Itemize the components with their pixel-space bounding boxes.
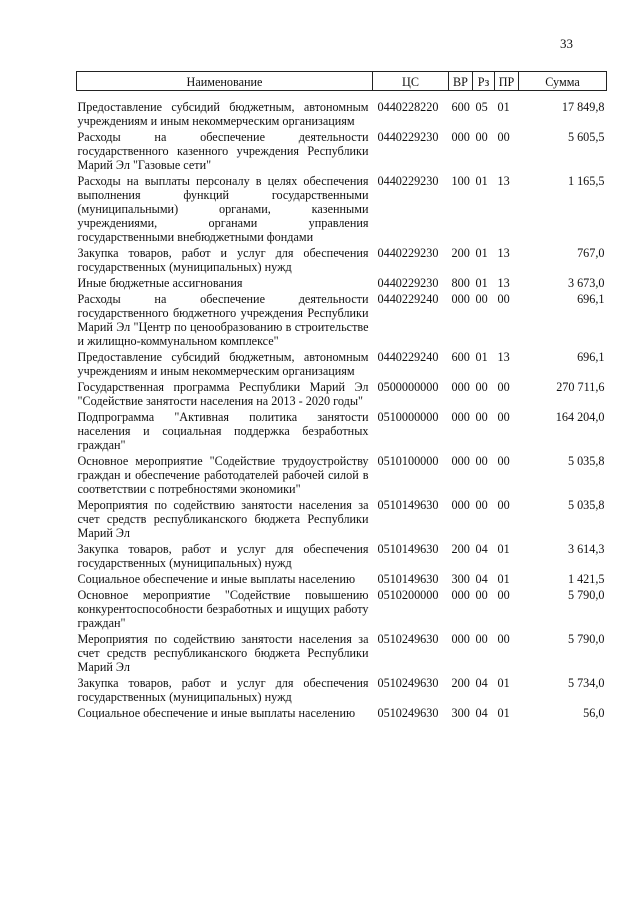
- cell-sum: 56,0: [583, 706, 605, 720]
- cell-vr: 300: [451, 572, 470, 586]
- table-row: [77, 246, 607, 276]
- cell-sum: 5 035,8: [567, 454, 605, 468]
- page-number: 33: [560, 36, 573, 51]
- cell-name: Социальное обеспечение и иные выплаты населению: [77, 572, 356, 586]
- cell-sum: 3 673,0: [567, 276, 605, 290]
- cell-pr: 00: [497, 454, 510, 468]
- cell-cs: 0510249630: [377, 706, 439, 720]
- cell-cs: 0440229230: [377, 246, 439, 260]
- cell-cs: 0440229230: [377, 174, 439, 188]
- table-row: [77, 276, 607, 292]
- cell-rz: 00: [475, 130, 488, 144]
- cell-vr: 000: [451, 498, 470, 512]
- table-row: [77, 572, 607, 588]
- cell-pr: 01: [497, 572, 510, 586]
- cell-rz: 00: [475, 292, 488, 306]
- cell-sum: 5 605,5: [567, 130, 605, 144]
- cell-pr: 00: [497, 130, 510, 144]
- cell-sum: 767,0: [577, 246, 605, 260]
- cell-vr: 000: [451, 292, 470, 306]
- cell-rz: 05: [475, 100, 488, 114]
- cell-pr: 01: [497, 676, 510, 690]
- cell-pr: 00: [497, 632, 510, 646]
- cell-name: Основное мероприятие "Содействие трудоустройству граждан и обеспечение работодателей рабочей силой в соответствии с потребностями экономики": [77, 454, 369, 496]
- table-header: [77, 72, 607, 91]
- cell-vr: 000: [451, 588, 470, 602]
- cell-pr: 01: [497, 542, 510, 556]
- cell-name: Расходы на выплаты персоналу в целях обеспечения выполнения функций государственными (муниципальными) органами, казенными учреждениями, органами управления государственными внебюджетными фондами: [77, 174, 369, 244]
- cell-pr: 13: [497, 174, 510, 188]
- header-vr: ВР: [449, 72, 473, 91]
- cell-name: Расходы на обеспечение деятельности государственного бюджетного учреждения Республики Марий Эл "Центр по ценообразованию в строительстве и жилищно-коммунальном комплексе": [77, 292, 369, 348]
- cell-pr: 00: [497, 588, 510, 602]
- header-sum: Сумма: [519, 72, 607, 91]
- cell-cs: 0510249630: [377, 676, 439, 690]
- cell-pr: 00: [497, 380, 510, 394]
- table-row: [77, 410, 607, 454]
- cell-rz: 04: [475, 706, 488, 720]
- cell-vr: 000: [451, 632, 470, 646]
- cell-name: Закупка товаров, работ и услуг для обеспечения государственных (муниципальных) нужд: [77, 542, 369, 570]
- cell-name: Социальное обеспечение и иные выплаты населению: [77, 706, 356, 720]
- cell-cs: 0510100000: [377, 454, 439, 468]
- cell-name: Основное мероприятие "Содействие повышению конкурентоспособности безработных и ищущих работу граждан": [77, 588, 369, 630]
- cell-vr: 000: [451, 130, 470, 144]
- cell-vr: 200: [451, 676, 470, 690]
- cell-rz: 00: [475, 454, 488, 468]
- cell-rz: 00: [475, 410, 488, 424]
- cell-pr: 13: [497, 246, 510, 260]
- cell-name: Расходы на обеспечение деятельности государственного казенного учреждения Республики Марий Эл "Газовые сети": [77, 130, 369, 172]
- table-row: [77, 632, 607, 676]
- cell-name: Закупка товаров, работ и услуг для обеспечения государственных (муниципальных) нужд: [77, 676, 369, 704]
- cell-rz: 04: [475, 542, 488, 556]
- cell-rz: 01: [475, 350, 488, 364]
- cell-vr: 600: [451, 350, 470, 364]
- cell-pr: 00: [497, 292, 510, 306]
- cell-vr: 800: [451, 276, 470, 290]
- cell-cs: 0510200000: [377, 588, 439, 602]
- table-row: [77, 588, 607, 632]
- cell-name: Предоставление субсидий бюджетным, автономным учреждениям и иным некоммерческим организациям: [77, 100, 369, 128]
- cell-rz: 00: [475, 498, 488, 512]
- cell-rz: 00: [475, 588, 488, 602]
- cell-rz: 00: [475, 380, 488, 394]
- cell-vr: 600: [451, 100, 470, 114]
- header-pr: ПР: [495, 72, 519, 91]
- cell-cs: 0440229230: [377, 130, 439, 144]
- budget-table: [76, 71, 607, 722]
- cell-cs: 0510000000: [377, 410, 439, 424]
- cell-pr: 00: [497, 410, 510, 424]
- cell-rz: 00: [475, 632, 488, 646]
- table-row: [77, 706, 607, 722]
- cell-vr: 100: [451, 174, 470, 188]
- cell-sum: 5 734,0: [567, 676, 605, 690]
- table-row: [77, 174, 607, 246]
- cell-cs: 0510249630: [377, 632, 439, 646]
- cell-sum: 1 421,5: [567, 572, 605, 586]
- cell-vr: 200: [451, 246, 470, 260]
- cell-name: Мероприятия по содействию занятости населения за счет средств республиканского бюджета Республики Марий Эл: [77, 632, 369, 674]
- cell-cs: 0440229240: [377, 292, 439, 306]
- cell-sum: 5 035,8: [567, 498, 605, 512]
- table-row: [77, 100, 607, 130]
- cell-vr: 300: [451, 706, 470, 720]
- cell-cs: 0440229240: [377, 350, 439, 364]
- cell-pr: 13: [497, 276, 510, 290]
- table-row: [77, 380, 607, 410]
- cell-name: Подпрограмма "Активная политика занятости населения и социальная поддержка безработных граждан": [77, 410, 369, 452]
- cell-rz: 01: [475, 174, 488, 188]
- cell-sum: 696,1: [577, 292, 605, 306]
- cell-sum: 3 614,3: [567, 542, 605, 556]
- table-spacer: [77, 91, 607, 101]
- cell-pr: 13: [497, 350, 510, 364]
- cell-vr: 000: [451, 380, 470, 394]
- cell-pr: 01: [497, 706, 510, 720]
- table-row: [77, 350, 607, 380]
- header-name: Наименование: [77, 72, 373, 91]
- cell-name: Предоставление субсидий бюджетным, автономным учреждениям и иным некоммерческим организациям: [77, 350, 369, 378]
- cell-rz: 01: [475, 246, 488, 260]
- header-cs: ЦС: [373, 72, 449, 91]
- header-rz: Рз: [473, 72, 495, 91]
- cell-cs: 0440228220: [377, 100, 439, 114]
- table-row: [77, 292, 607, 350]
- cell-pr: 00: [497, 498, 510, 512]
- cell-vr: 000: [451, 454, 470, 468]
- cell-rz: 01: [475, 276, 488, 290]
- cell-name: Мероприятия по содействию занятости населения за счет средств республиканского бюджета Республики Марий Эл: [77, 498, 369, 540]
- cell-sum: 1 165,5: [567, 174, 605, 188]
- cell-cs: 0510149630: [377, 542, 439, 556]
- cell-cs: 0500000000: [377, 380, 439, 394]
- cell-sum: 270 711,6: [556, 380, 605, 394]
- cell-name: Государственная программа Республики Марий Эл "Содействие занятости населения на 2013 - 2020 годы": [77, 380, 369, 408]
- table-row: [77, 676, 607, 706]
- cell-pr: 01: [497, 100, 510, 114]
- cell-cs: 0510149630: [377, 498, 439, 512]
- cell-rz: 04: [475, 676, 488, 690]
- cell-vr: 000: [451, 410, 470, 424]
- cell-rz: 04: [475, 572, 488, 586]
- cell-sum: 5 790,0: [567, 588, 605, 602]
- cell-sum: 696,1: [577, 350, 605, 364]
- cell-sum: 17 849,8: [561, 100, 605, 114]
- cell-sum: 164 204,0: [555, 410, 605, 424]
- cell-sum: 5 790,0: [567, 632, 605, 646]
- cell-cs: 0510149630: [377, 572, 439, 586]
- cell-cs: 0440229230: [377, 276, 439, 290]
- table-body: [77, 91, 607, 723]
- cell-name: Закупка товаров, работ и услуг для обеспечения государственных (муниципальных) нужд: [77, 246, 369, 274]
- table-row: [77, 454, 607, 498]
- table-row: [77, 130, 607, 174]
- cell-vr: 200: [451, 542, 470, 556]
- cell-name: Иные бюджетные ассигнования: [77, 276, 243, 290]
- table-row: [77, 498, 607, 542]
- table-row: [77, 542, 607, 572]
